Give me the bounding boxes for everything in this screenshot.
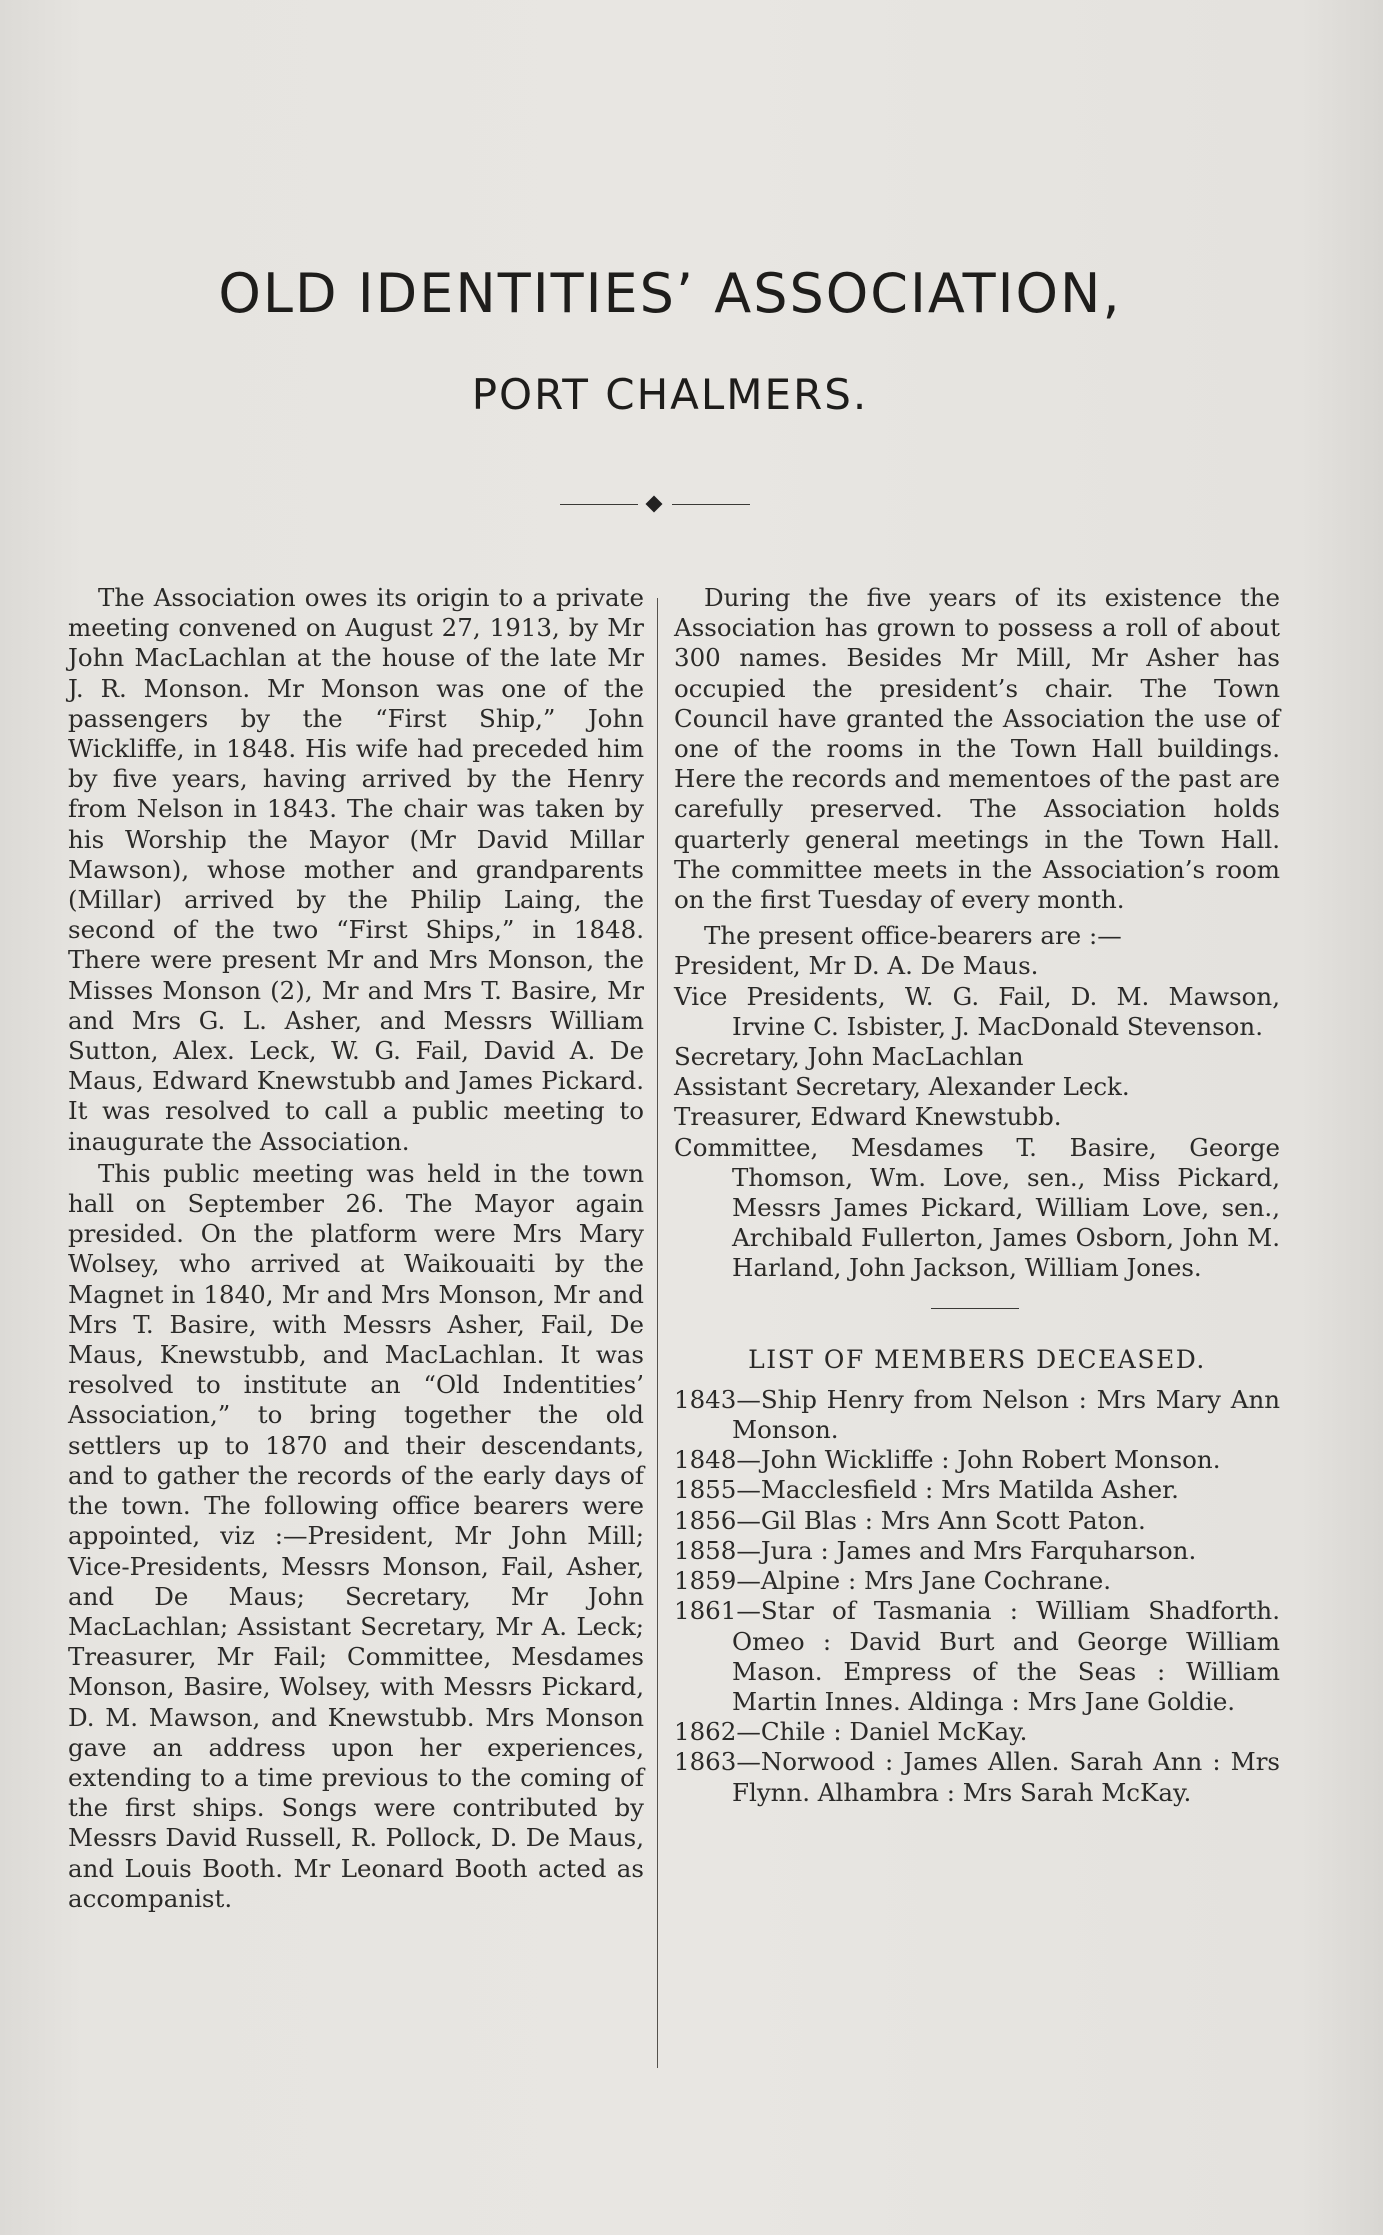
paragraph-origin: The Association owes its origin to a private meeting convened on August 27, 1913, by Mr John MacLachlan at the house of the late Mr J. R. Monson. Mr Monson was one of the passengers by the “First Ship,” John Wickliffe, in 1848. His wife had preceded him by five years, having arrived by the Henry from Nelson in 1843. The chair was taken by his Worship the Mayor (Mr David Millar Mawson), whose mother and grandparents (Millar) arrived by the Philip Laing, the second of the two “First Ships,” in 1848. There were present Mr and Mrs Monson, the Misses Monson (2), Mr and Mrs T. Basire, Mr and Mrs G. L. Asher, and Messrs William Sutton, Alex. Leck, W. G. Fail, David A. De Maus, Edward Knewstubb and James Pickard. It was resolved to call a public meeting to inaugurate the Association. bbox=[68, 583, 644, 1156]
officer-secretary: Secretary, John MacLachlan bbox=[674, 1042, 1024, 1072]
members-deceased-heading: LIST OF MEMBERS DECEASED. bbox=[748, 1344, 1206, 1374]
diamond-ornament-icon bbox=[646, 496, 663, 513]
list-item: 1863—Norwood : James Allen. Sarah Ann : Mrs Flynn. Alhambra : Mrs Sarah McKay. bbox=[674, 1747, 1280, 1807]
column-divider bbox=[657, 598, 658, 2068]
officer-president: President, Mr D. A. De Maus. bbox=[674, 951, 1039, 981]
right-column bbox=[674, 583, 1280, 1808]
left-column bbox=[68, 583, 644, 1914]
officer-treasurer: Treasurer, Edward Knewstubb. bbox=[674, 1102, 1062, 1132]
page-title: OLD IDENTITIES’ ASSOCIATION, bbox=[218, 262, 1122, 325]
office-bearers-intro: The present office-bearers are :— bbox=[704, 921, 1122, 951]
list-item: 1858—Jura : James and Mrs Farquharson. bbox=[674, 1535, 1197, 1565]
page-subtitle: PORT CHALMERS. bbox=[471, 370, 869, 419]
list-item: 1848—John Wickliffe : John Robert Monson. bbox=[674, 1445, 1221, 1475]
paragraph-public-meeting: This public meeting was held in the town hall on September 26. The Mayor again presided. On the platform were Mrs Mary Wolsey, who arrived at Waikouaiti by the Magnet in 1840, Mr and Mrs Monson, Mr and Mrs T. Basire, with Messrs Asher, Fail, De Maus, Knewstubb, and MacLachlan. It was resolved to institute an “Old Indentities’ Association,” to bring together the old settlers up to 1870 and their descendants, and to gather the records of the early days of the town. The following office bearers were appointed, viz :—President, Mr John Mill; Vice-Presidents, Messrs Monson, Fail, Asher, and De Maus; Secretary, Mr John MacLachlan; Assistant Secretary, Mr A. Leck; Treasurer, Mr Fail; Committee, Mesdames Monson, Basire, Wolsey, with Messrs Pickard, D. M. Mawson, and Knewstubb. Mrs Monson gave an address upon her experiences, extending to a time previous to the coming of the first ships. Songs were contributed by Messrs David Russell, R. Pollock, D. De Maus, and Louis Booth. Mr Leonard Booth acted as accompanist. bbox=[68, 1158, 644, 1913]
list-item: 1859—Alpine : Mrs Jane Cochrane. bbox=[674, 1566, 1112, 1596]
ornament-divider bbox=[560, 495, 750, 515]
ornament-line-right bbox=[672, 504, 750, 505]
list-item: 1843—Ship Henry from Nelson : Mrs Mary Ann Monson. bbox=[674, 1384, 1280, 1445]
officer-assistant-secretary: Assistant Secretary, Alexander Leck. bbox=[674, 1072, 1130, 1102]
members-deceased-list bbox=[674, 1385, 1280, 1808]
list-item: 1856—Gil Blas : Mrs Ann Scott Paton. bbox=[674, 1505, 1146, 1535]
section-rule bbox=[931, 1308, 1019, 1309]
officer-committee: Committee, Mesdames T. Basire, George Thomson, Wm. Love, sen., Miss Pickard, Messrs James Pickard, William Love, sen., Archibald Fullerton, James Osborn, John M. Harland, John Jackson, William Jones. bbox=[674, 1132, 1280, 1283]
list-item: 1861—Star of Tasmania : William Shadforth. Omeo : David Burt and George William Mason. Empress of the Seas : William Martin Innes. Aldinga : Mrs Jane Goldie. bbox=[674, 1596, 1280, 1716]
ornament-line-left bbox=[560, 504, 638, 505]
paragraph-existence: During the five years of its existence the Association has grown to possess a roll of about 300 names. Besides Mr Mill, Mr Asher has occupied the president’s chair. The Town Council have granted the Association the use of one of the rooms in the Town Hall buildings. Here the records and mementoes of the past are carefully preserved. The Association holds quarterly general meetings in the Town Hall. The committee meets in the Association’s room on the first Tuesday of every month. bbox=[674, 583, 1280, 915]
list-item: 1855—Macclesfield : Mrs Matilda Asher. bbox=[674, 1475, 1179, 1505]
officer-vice-presidents: Vice Presidents, W. G. Fail, D. M. Mawson, Irvine C. Isbister, J. MacDonald Stevenson. bbox=[674, 981, 1280, 1041]
office-bearers-list bbox=[674, 921, 1280, 1283]
list-item: 1862—Chile : Daniel McKay. bbox=[674, 1717, 1028, 1747]
